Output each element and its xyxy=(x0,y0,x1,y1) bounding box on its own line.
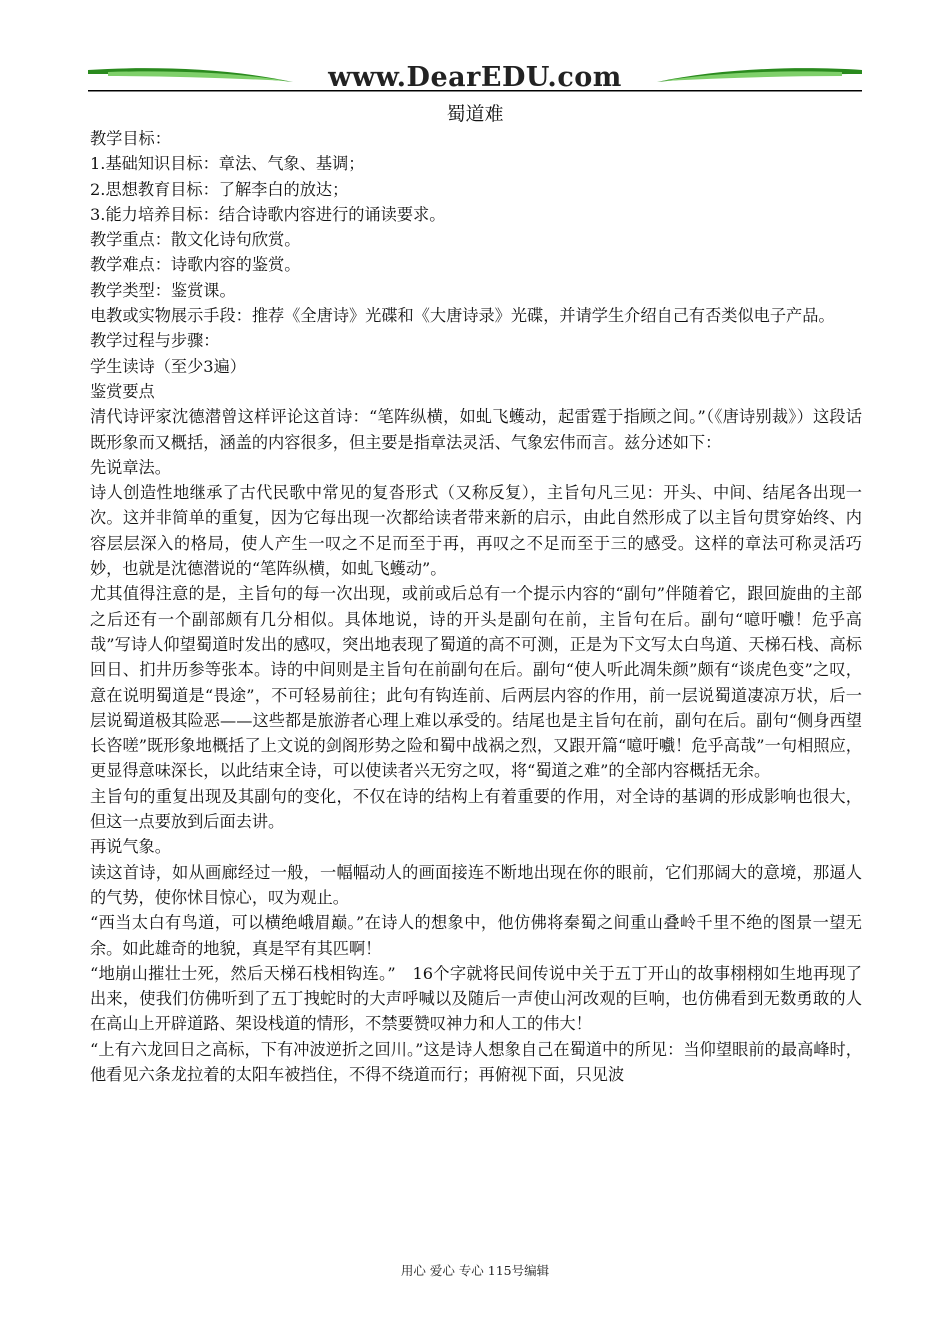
site-header-banner xyxy=(88,60,862,96)
paragraph: 教学目标： xyxy=(90,129,171,148)
paragraph: 3.能力培养目标：结合诗歌内容进行的诵读要求。 xyxy=(90,204,446,224)
paragraph: “西当太白有鸟道，可以横绝峨眉巅。”在诗人的想象中，他仿佛将秦蜀之间重山叠岭千里不绝的图景一望无余。如此雄奇的地貌，真是罕有其匹啊！ xyxy=(90,913,862,958)
paragraph: 教学过程与步骤： xyxy=(90,331,220,351)
paragraph: 电教或实物展示手段：推荐《全唐诗》光碟和《大唐诗录》光碟，并请学生介绍自己有否类似电子产品。 xyxy=(90,306,835,326)
paragraph: 鉴赏要点 xyxy=(90,381,155,401)
paragraph: 先说章法。 xyxy=(90,457,171,477)
paragraph: 尤其值得注意的是，主旨句的每一次出现，或前或后总有一个提示内容的“副句”伴随着它，跟回旋曲的主部之后还有一个副部颇有几分相似。具体地说，诗的开头是副句在前，主旨句在后。副句“噫吁嚱！危乎高哉”写诗人仰望蜀道时发出的感叹，突出地表现了蜀道的高不可测，正是为下文写太白鸟道、天梯石栈、高标回日、扪井历参等张本。诗的中间则是主旨句在前副句在后。副句“使人听此凋朱颜”颇有“谈虎色变”之叹，意在说明蜀道是“畏途”，不可轻易前往；此句有钩连前、后两层内容的作用，前一层说蜀道凄凉万状，后一层说蜀道极其险恶——这些都是旅游者心理上难以承受的。结尾也是主旨句在前，副句在后。副句“侧身西望长咨嗟”既形象地概括了上文说的剑阁形势之险和蜀中战祸之烈，又跟开篇“噫吁嚱！危乎高哉”一句相照应，更显得意味深长，以此结束全诗，可以使读者兴无穷之叹，将“蜀道之难”的全部内容概括无余。 xyxy=(90,584,862,781)
paragraph: 清代诗评家沈德潜曾这样评论这首诗：“笔阵纵横，如虬飞蠖动，起雷霆于指顾之间。”（《唐诗别裁》）这段话既形象而又概括，涵盖的内容很多，但主要是指章法灵活、气象宏伟而言。兹分述如下： xyxy=(90,407,862,452)
paragraph: “上有六龙回日之高标，下有冲波逆折之回川。”这是诗人想象自己在蜀道中的所见：当仰望眼前的最高峰时，他看见六条龙拉着的太阳车被挡住，不得不绕道而行；再俯视下面，只见波 xyxy=(90,1039,862,1084)
paragraph: 2.思想教育目标：了解李白的放达； xyxy=(90,179,349,199)
page-footer: 用心 爱心 专心 115号编辑 xyxy=(400,1263,550,1278)
site-logo-text[interactable]: www.DearEDU.com xyxy=(328,62,622,93)
paragraph: 读这首诗，如从画廊经过一般，一幅幅动人的画面接连不断地出现在你的眼前，它们那阔大的意境，那逼人的气势，使你怵目惊心，叹为观止。 xyxy=(90,862,862,907)
paragraph: 学生读诗（至少3遍） xyxy=(90,356,246,376)
paragraph: 1.基础知识目标：章法、气象、基调； xyxy=(90,154,365,174)
document-title: 蜀道难 xyxy=(446,103,504,125)
paragraph: “地崩山摧壮士死，然后天梯石栈相钩连。” 16个字就将民间传说中关于五丁开山的故事栩栩如生地再现了出来，使我们仿佛听到了五丁拽蛇时的大声呼喊以及随后一声使山河改观的巨响，也仿佛看到无数勇敢的人在高山上开辟道路、架设栈道的情形，不禁要赞叹神力和人工的伟大！ xyxy=(90,963,862,1034)
paragraph: 诗人创造性地继承了古代民歌中常见的复沓形式（又称反复），主旨句凡三见：开头、中间、结尾各出现一次。这并非简单的重复，因为它每出现一次都给读者带来新的启示，由此自然形成了以主旨句贯穿始终、内容层层深入的格局，使人产生一叹之不足而至于再，再叹之不足而至于三的感受。这样的章法可称灵活巧妙，也就是沈德潜说的“笔阵纵横，如虬飞蠖动”。 xyxy=(90,483,862,579)
paragraph: 教学难点：诗歌内容的鉴赏。 xyxy=(90,255,301,275)
document-body xyxy=(90,126,862,1087)
paragraph: 主旨句的重复出现及其副句的变化，不仅在诗的结构上有着重要的作用，对全诗的基调的形成影响也很大，但这一点要放到后面去讲。 xyxy=(90,786,862,832)
paragraph: 教学重点：散文化诗句欣赏。 xyxy=(90,230,301,250)
paragraph: 教学类型：鉴赏课。 xyxy=(90,280,236,300)
paragraph: 再说气象。 xyxy=(90,837,171,857)
